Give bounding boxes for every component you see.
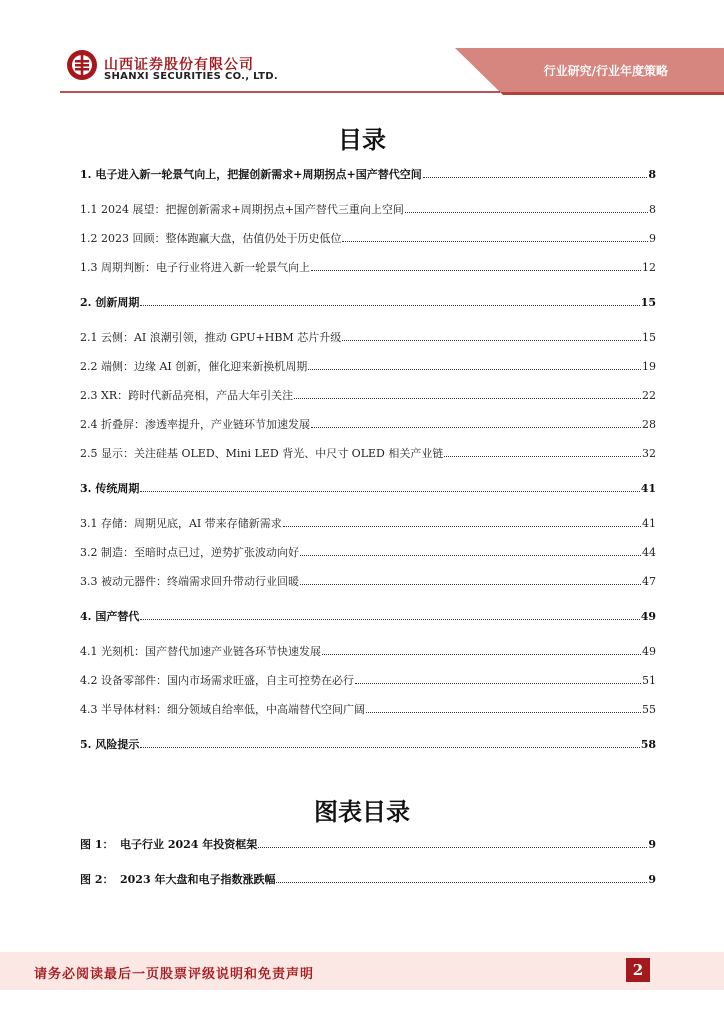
page-number: 2: [626, 958, 650, 982]
toc-item-page: 22: [642, 389, 656, 402]
toc-item-page: 8: [649, 203, 656, 216]
toc-item-title: 4.2 设备零部件：国内市场需求旺盛，自主可控势在必行: [80, 674, 354, 687]
company-name-en: SHANXI SECURITIES CO., LTD.: [104, 71, 278, 82]
toc-leader-dots: [294, 397, 641, 399]
toc-item-page: 15: [640, 296, 656, 309]
toc-leader-dots: [322, 653, 641, 655]
toc-subsection-item[interactable]: [80, 331, 656, 345]
toc-item-title: 1.1 2024 展望：把握创新需求+周期拐点+国产替代三重向上空间: [80, 203, 404, 216]
toc-subsection-item[interactable]: [80, 546, 656, 560]
figure-title: 2023 年大盘和电子指数涨跌幅: [120, 873, 276, 886]
toc-item-title: 1. 电子进入新一轮景气向上，把握创新需求+周期拐点+国产替代空间: [80, 168, 422, 181]
toc-leader-dots: [342, 339, 641, 341]
figure-list-item[interactable]: [80, 838, 656, 852]
toc-item-title: 3.2 制造：至暗时点已过，逆势扩张波动向好: [80, 546, 299, 559]
toc-subsection-item[interactable]: [80, 389, 656, 403]
toc-item-page: 51: [642, 674, 656, 687]
toc-item-title: 2.1 云侧：AI 浪潮引领，推动 GPU+HBM 芯片升级: [80, 331, 342, 344]
footer-disclaimer: 请务必阅读最后一页股票评级说明和免责声明: [34, 967, 315, 982]
toc-item-page: 15: [642, 331, 656, 344]
toc-section-item[interactable]: [80, 610, 656, 624]
toc-subsection-item[interactable]: [80, 517, 656, 531]
toc-item-title: 2.4 折叠屏：渗透率提升，产业链环节加速发展: [80, 418, 310, 431]
toc-leader-dots: [366, 711, 641, 713]
figure-label: 图 2：: [80, 873, 114, 886]
toc-item-page: 12: [642, 261, 656, 274]
figure-leader-dots: [276, 881, 647, 883]
page-header: [0, 0, 724, 100]
toc-item-title: 3. 传统周期: [80, 482, 140, 495]
toc-item-page: 19: [642, 360, 656, 373]
company-name-cn: 山西证券股份有限公司: [104, 57, 254, 73]
toc-item-title: 5. 风险提示: [80, 738, 140, 751]
toc-leader-dots: [423, 176, 648, 178]
toc-leader-dots: [283, 525, 641, 527]
toc-title: 目录: [338, 126, 386, 154]
toc-section-item[interactable]: [80, 168, 656, 182]
toc-item-page: 41: [642, 517, 656, 530]
toc-item-page: 44: [642, 546, 656, 559]
toc-leader-dots: [300, 554, 641, 556]
toc-item-page: 28: [642, 418, 656, 431]
header-band: [0, 0, 724, 100]
toc-leader-dots: [140, 304, 639, 306]
toc-section-item[interactable]: [80, 296, 656, 310]
figure-label: 图 1：: [80, 838, 114, 851]
toc-leader-dots: [140, 618, 639, 620]
figure-list-item[interactable]: [80, 873, 656, 887]
toc-item-title: 3.1 存储：周期见底，AI 带来存储新需求: [80, 517, 282, 530]
toc-subsection-item[interactable]: [80, 418, 656, 432]
toc-item-page: 32: [642, 447, 656, 460]
toc-item-page: 9: [649, 232, 656, 245]
report-type-label: 行业研究/行业年度策略: [543, 64, 668, 78]
toc-item-page: 49: [640, 610, 656, 623]
toc-leader-dots: [140, 490, 639, 492]
toc-item-title: 2. 创新周期: [80, 296, 140, 309]
company-logo-icon: [66, 49, 98, 81]
toc-leader-dots: [300, 583, 641, 585]
toc-leader-dots: [405, 211, 648, 213]
figure-page: 9: [648, 873, 656, 886]
toc-item-page: 47: [642, 575, 656, 588]
toc-subsection-item[interactable]: [80, 645, 656, 659]
toc-item-page: 8: [648, 168, 656, 181]
toc-leader-dots: [140, 746, 639, 748]
toc-leader-dots: [342, 240, 648, 242]
toc-item-title: 2.3 XR：跨时代新品亮相，产品大年引关注: [80, 389, 294, 402]
toc-leader-dots: [444, 455, 641, 457]
toc-leader-dots: [311, 269, 641, 271]
figure-leader-dots: [258, 846, 647, 848]
toc-leader-dots: [308, 368, 641, 370]
figure-title: 电子行业 2024 年投资框架: [120, 838, 258, 851]
toc-subsection-item[interactable]: [80, 360, 656, 374]
toc-item-page: 58: [640, 738, 656, 751]
toc-item-title: 4. 国产替代: [80, 610, 140, 623]
toc-item-title: 4.1 光刻机：国产替代加速产业链各环节快速发展: [80, 645, 321, 658]
toc-subsection-item[interactable]: [80, 703, 656, 717]
toc-item-title: 3.3 被动元器件：终端需求回升带动行业回暖: [80, 575, 299, 588]
figure-page: 9: [648, 838, 656, 851]
toc-item-page: 55: [642, 703, 656, 716]
toc-section-item[interactable]: [80, 482, 656, 496]
toc-item-title: 1.3 周期判断：电子行业将进入新一轮景气向上: [80, 261, 310, 274]
figures-title: 图表目录: [314, 798, 410, 826]
toc-section-item[interactable]: [80, 738, 656, 752]
toc-subsection-item[interactable]: [80, 232, 656, 246]
toc-item-title: 4.3 半导体材料：细分领域自给率低，中高端替代空间广阔: [80, 703, 365, 716]
toc-leader-dots: [311, 426, 641, 428]
toc-item-page: 41: [640, 482, 656, 495]
toc-item-page: 49: [642, 645, 656, 658]
toc-item-title: 2.5 显示：关注硅基 OLED、Mini LED 背光、中尺寸 OLED 相关产业链: [80, 447, 444, 460]
toc-item-title: 1.2 2023 回顾：整体跑赢大盘，估值仍处于历史低位: [80, 232, 342, 245]
toc-subsection-item[interactable]: [80, 447, 656, 461]
toc-subsection-item[interactable]: [80, 261, 656, 275]
toc-item-title: 2.2 端侧：边缘 AI 创新，催化迎来新换机周期: [80, 360, 308, 373]
toc-leader-dots: [355, 682, 641, 684]
toc-subsection-item[interactable]: [80, 575, 656, 589]
toc-subsection-item[interactable]: [80, 203, 656, 217]
toc-subsection-item[interactable]: [80, 674, 656, 688]
